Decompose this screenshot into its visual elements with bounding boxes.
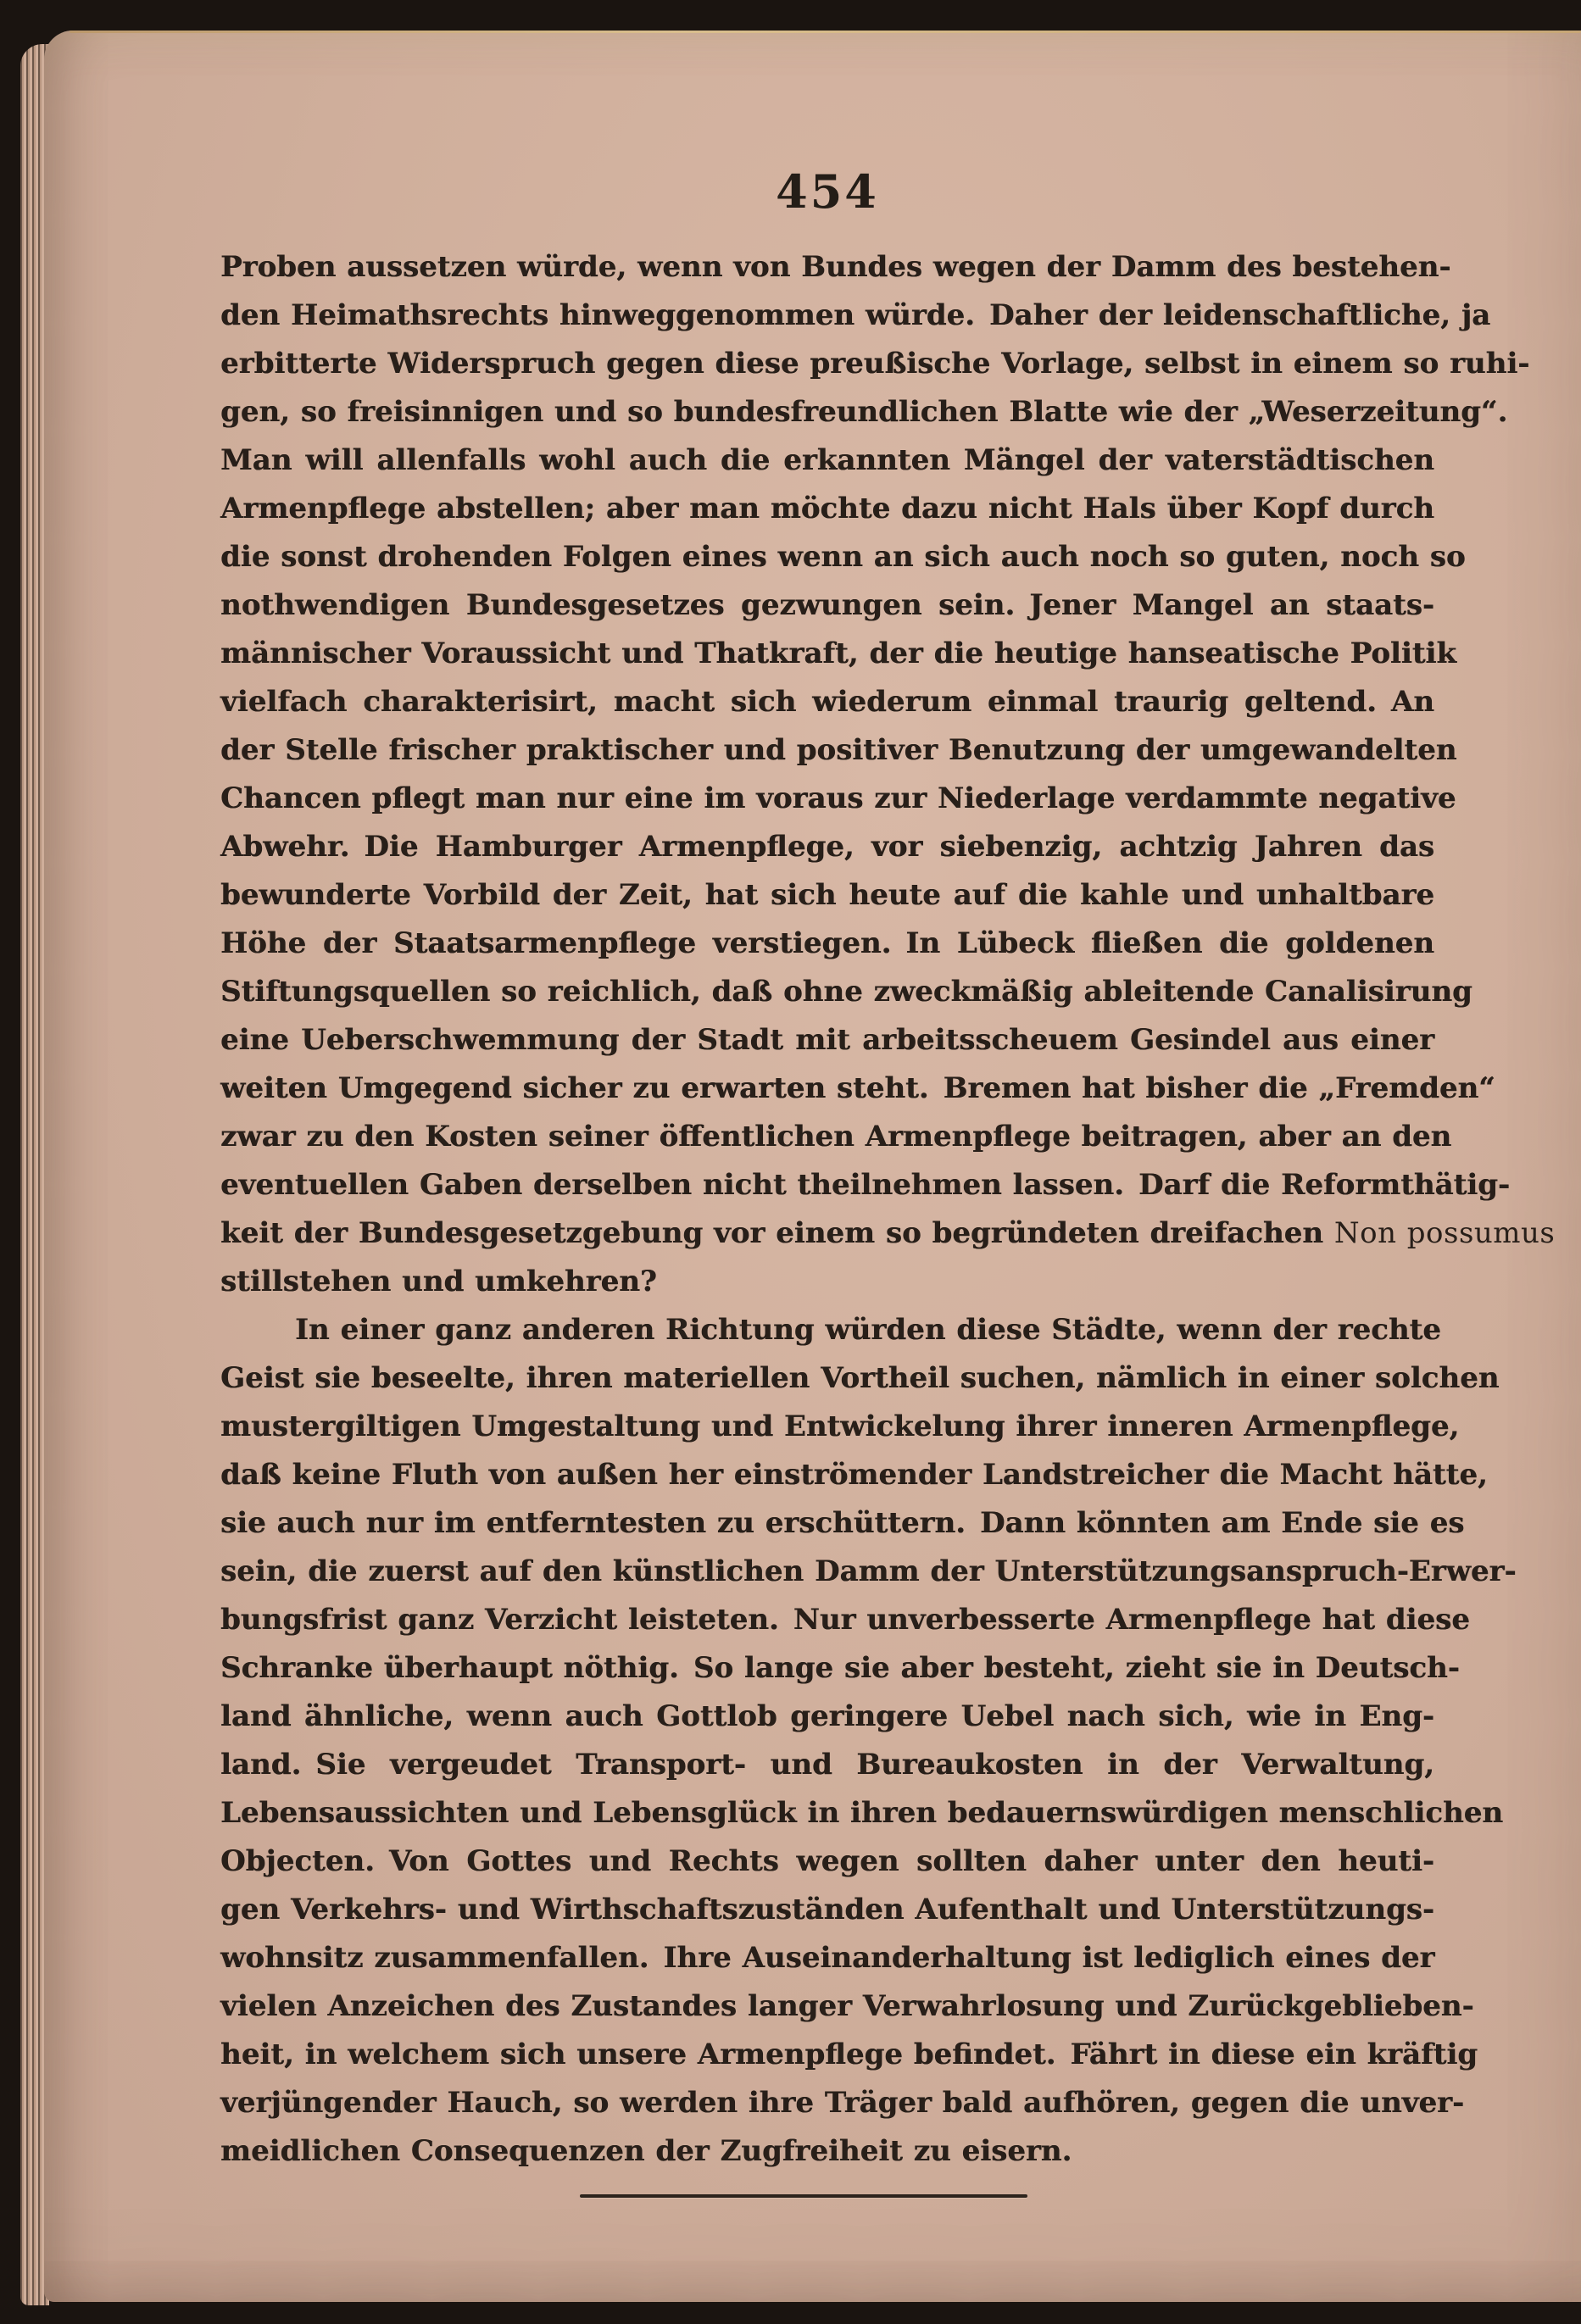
text-segment: zwar zu den Kosten seiner öffentlichen Armenpflege beitragen, aber an den — [220, 1120, 1452, 1154]
text-segment: meidlichen Consequenzen der Zugfreiheit zu eisern. — [220, 2134, 1072, 2168]
text-line — [220, 1451, 1488, 1499]
text-line — [220, 388, 1508, 436]
latin-phrase: Non possumus — [1333, 1216, 1556, 1250]
text-segment: sie auch nur im entferntesten zu erschüttern. Dann könnten am Ende sie es — [220, 1506, 1465, 1540]
text-segment: männischer Voraussicht und Thatkraft, der die heutige hanseatische Politik — [220, 637, 1456, 670]
text-segment: Höhe der Staatsarmenpflege verstiegen. In Lübeck fließen die goldenen — [220, 926, 1434, 960]
text-segment: der Stelle frischer praktischer und positiver Benutzung der umgewandelten — [220, 733, 1457, 767]
text-line — [220, 1354, 1500, 1403]
text-segment: Schranke überhaupt nöthig. So lange sie aber besteht, zieht sie in Deutsch- — [220, 1651, 1460, 1685]
text-line — [220, 1741, 1434, 1789]
text-line — [220, 1113, 1452, 1161]
text-line — [220, 678, 1434, 726]
text-segment: Chancen pflegt man nur eine im voraus zur Niederlage verdammte negative — [220, 781, 1456, 815]
text-segment: wohnsitz zusammenfallen. Ihre Auseinanderhaltung ist lediglich eines der — [220, 1941, 1435, 1975]
text-segment: Objecten. Von Gottes und Rechts wegen sollten daher unter den heuti- — [220, 1844, 1434, 1878]
text-line — [220, 823, 1434, 871]
body-text — [220, 243, 1556, 2176]
text-line — [220, 1499, 1465, 1548]
text-segment: erbitterte Widerspruch gegen diese preußische Vorlage, selbst in einem so ruhi- — [220, 347, 1530, 381]
text-line — [220, 1838, 1434, 1886]
text-segment: bewunderte Vorbild der Zeit, hat sich heute auf die kahle und unhaltbare — [220, 878, 1434, 912]
text-segment: gen Verkehrs- und Wirthschaftszuständen Aufenthalt und Unterstützungs- — [220, 1893, 1434, 1926]
text-line — [220, 1596, 1470, 1644]
text-line — [220, 1644, 1460, 1693]
section-divider-rule — [580, 2194, 1027, 2198]
text-segment: Geist sie beseelte, ihren materiellen Vortheil suchen, nämlich in einer solchen — [220, 1361, 1500, 1395]
text-segment: land ähnliche, wenn auch Gottlob geringere Uebel nach sich, wie in Eng- — [220, 1699, 1434, 1733]
text-segment: vielen Anzeichen des Zustandes langer Verwahrlosung und Zurückgeblieben- — [220, 1989, 1474, 2023]
text-line — [220, 1548, 1517, 1596]
text-line — [220, 871, 1434, 920]
text-line — [220, 726, 1457, 775]
text-segment: Armenpflege abstellen; aber man möchte dazu nicht Hals über Kopf durch — [220, 492, 1434, 525]
text-segment: eine Ueberschwemmung der Stadt mit arbeitsscheuem Gesindel aus einer — [220, 1023, 1434, 1057]
text-segment: Man will allenfalls wohl auch die erkannten Mängel der vaterstädtischen — [220, 443, 1434, 477]
text-segment: daß keine Fluth von außen her einströmender Landstreicher die Macht hätte, — [220, 1458, 1488, 1492]
text-line — [220, 340, 1530, 388]
text-segment: vielfach charakterisirt, macht sich wiederum einmal traurig geltend. An — [220, 685, 1434, 719]
text-line — [220, 1934, 1434, 1982]
text-segment: keit der Bundesgesetzgebung vor einem so begründeten dreifachen — [220, 1216, 1334, 1250]
text-segment: nothwendigen Bundesgesetzes gezwungen sein. Jener Mangel an staats- — [220, 588, 1434, 622]
text-line — [220, 775, 1456, 823]
text-line — [220, 1403, 1460, 1451]
text-line — [220, 485, 1434, 533]
text-line — [220, 1306, 1441, 1354]
text-segment: eventuellen Gaben derselben nicht theilnehmen lassen. Darf die Reformthätig- — [220, 1168, 1511, 1202]
text-segment: In einer ganz anderen Richtung würden diese Städte, wenn der rechte — [295, 1313, 1441, 1347]
text-segment: land. Sie vergeudet Transport- und Bureaukosten in der Verwaltung, — [220, 1748, 1434, 1782]
text-line — [220, 2127, 1434, 2176]
text-line — [220, 630, 1456, 678]
page-number: 454 — [776, 164, 879, 219]
text-line — [220, 243, 1451, 292]
text-line — [220, 581, 1434, 630]
text-line — [220, 1789, 1504, 1838]
text-line — [220, 1258, 1434, 1306]
book-page — [44, 31, 1581, 2302]
text-segment: verjüngender Hauch, so werden ihre Träger bald aufhören, gegen die unver- — [220, 2086, 1465, 2120]
text-line — [220, 1982, 1474, 2031]
text-line — [220, 1016, 1434, 1065]
text-segment: stillstehen und umkehren? — [220, 1265, 657, 1298]
text-line — [220, 292, 1491, 340]
text-line — [220, 1209, 1556, 1258]
text-segment: Abwehr. Die Hamburger Armenpflege, vor siebenzig, achtzig Jahren das — [220, 830, 1434, 864]
text-line — [220, 533, 1466, 581]
text-line — [220, 2079, 1465, 2127]
text-line — [220, 1693, 1434, 1741]
text-line — [220, 920, 1434, 968]
text-line — [220, 1161, 1511, 1209]
text-segment: Proben aussetzen würde, wenn von Bundes wegen der Damm des bestehen- — [220, 250, 1451, 284]
text-segment: weiten Umgegend sicher zu erwarten steht. Bremen hat bisher die „Fremden“ — [220, 1071, 1495, 1105]
text-line — [220, 436, 1434, 485]
text-line — [220, 1886, 1434, 1934]
text-segment: gen, so freisinnigen und so bundesfreundlichen Blatte wie der „Weserzeitung“. — [220, 395, 1508, 429]
text-line — [220, 2031, 1478, 2079]
text-line — [220, 1065, 1495, 1113]
text-segment: sein, die zuerst auf den künstlichen Damm der Unterstützungsanspruch-Erwer- — [220, 1554, 1517, 1588]
text-segment: Lebensaussichten und Lebensglück in ihren bedauernswürdigen menschlichen — [220, 1796, 1504, 1830]
text-segment: Stiftungsquellen so reichlich, daß ohne zweckmäßig ableitende Canalisirung — [220, 975, 1472, 1009]
text-segment: die sonst drohenden Folgen eines wenn an sich auch noch so guten, noch so — [220, 540, 1466, 574]
text-segment: bungsfrist ganz Verzicht leisteten. Nur unverbesserte Armenpflege hat diese — [220, 1603, 1470, 1637]
text-segment: mustergiltigen Umgestaltung und Entwickelung ihrer inneren Armenpflege, — [220, 1409, 1460, 1443]
text-line — [220, 968, 1472, 1016]
text-segment: heit, in welchem sich unsere Armenpflege befindet. Fährt in diese ein kräftig — [220, 2038, 1478, 2071]
text-segment: den Heimathsrechts hinweggenommen würde. Daher der leidenschaftliche, ja — [220, 298, 1491, 332]
